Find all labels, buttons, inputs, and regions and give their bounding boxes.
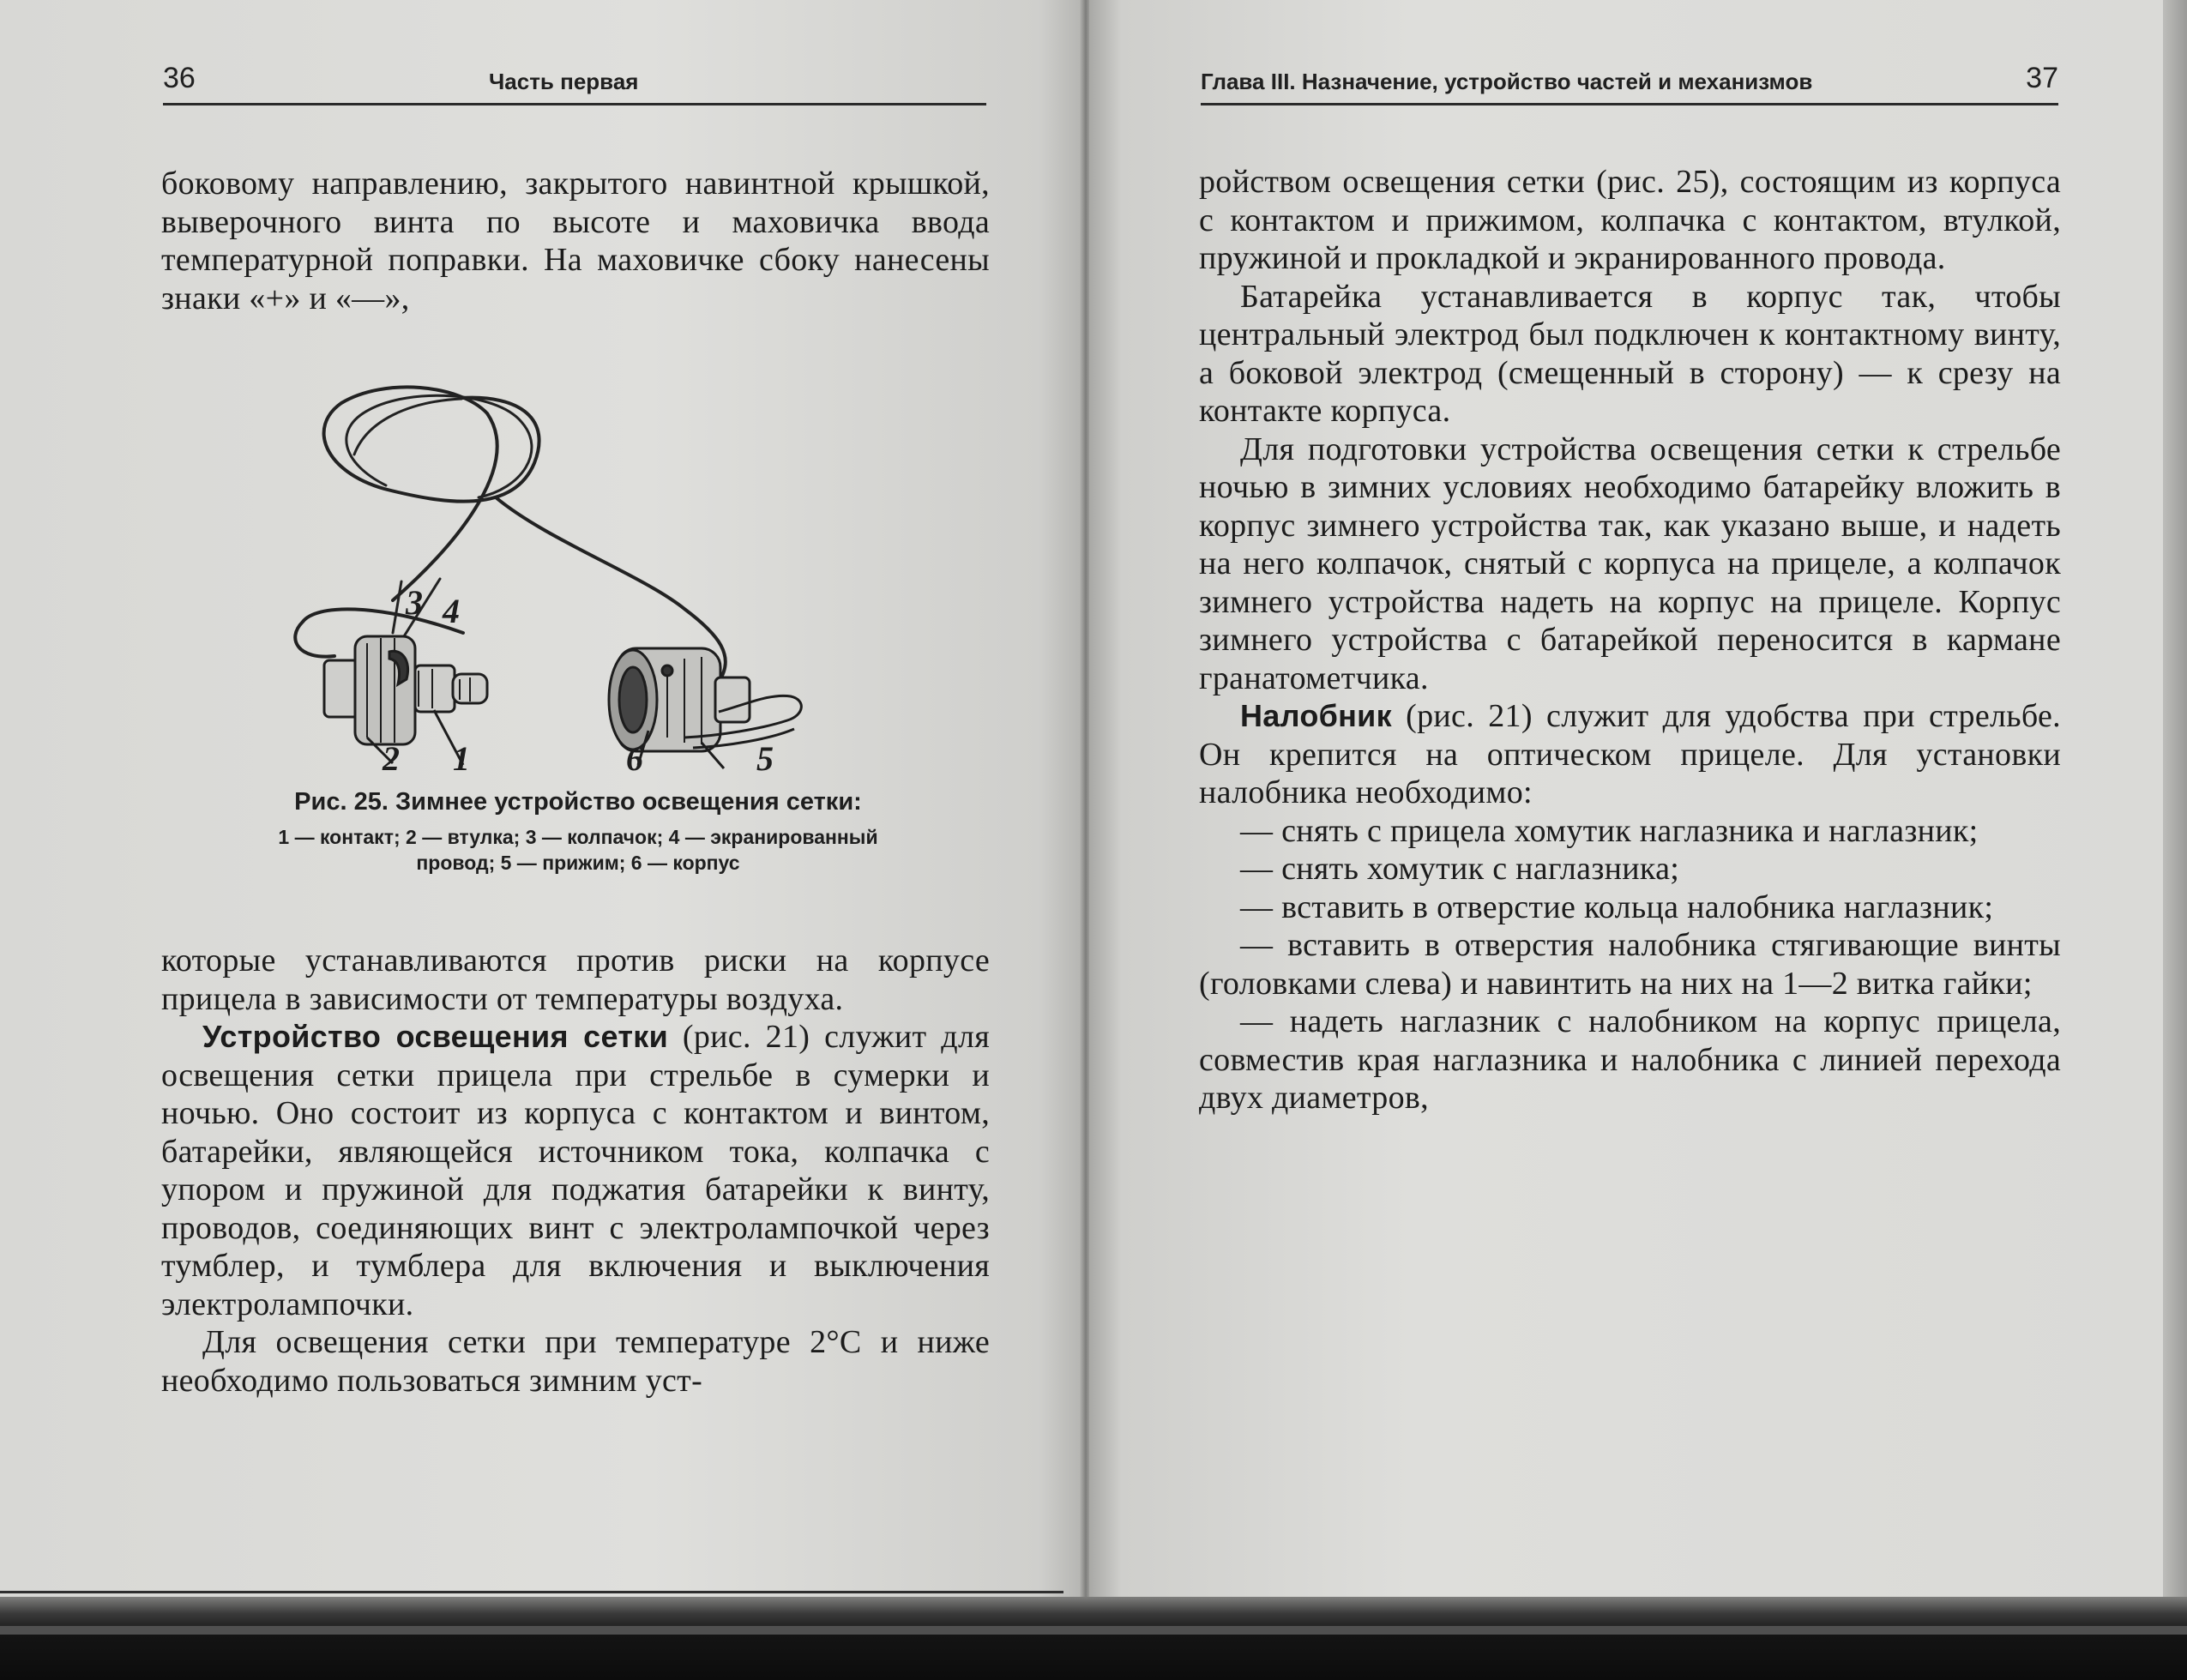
body-assembly — [609, 648, 801, 751]
figure-25-drawing — [238, 360, 916, 772]
fig-label-3: 3 — [406, 583, 423, 622]
fig-label-4: 4 — [443, 592, 460, 630]
bold-term: Налобник — [1240, 698, 1392, 733]
left-head-title: Часть первая — [489, 69, 639, 94]
cable-loop-inner — [346, 395, 532, 497]
page-bottom-rule — [0, 1591, 1063, 1593]
cap-neck — [415, 665, 455, 712]
paragraph: боковому направлению, закрытого навинтной крышкой, выверочного винта по высоте и маховичка ввода температурной поправки. На маховичке сбоку нанесены знаки «+» и «—», — [161, 166, 990, 316]
paragraph: Батарейка устанавливается в корпус так, чтобы центральный электрод был подключен к контактному винту, а боковой электрод (смещенный в сторону) — к срезу на контакте корпуса. — [1199, 278, 2061, 429]
figure-caption — [257, 787, 899, 876]
list-item: — надеть наглазник с налобником на корпус прицела, совместив края наглазника и налобника с линией перехода двух диаметров, — [1199, 1003, 2061, 1116]
book-bottom-edge — [0, 1597, 2187, 1680]
cap-body — [355, 636, 415, 744]
list-item: — снять с прицела хомутик наглазника и наглазник; — [1240, 812, 1979, 849]
right-text — [1199, 163, 2061, 1117]
fig-label-6: 6 — [626, 739, 643, 772]
right-head-rule — [1201, 103, 2058, 105]
list-item: — вставить в отверстия налобника стягивающие винты (головками слева) и навинтить на них на 1—2 витка гайки; — [1199, 927, 2061, 1002]
cable-strand — [354, 399, 461, 455]
caption-title: Рис. 25. Зимнее устройство освещения сетки: — [294, 788, 862, 816]
left-text-top — [161, 165, 990, 317]
left-page — [0, 0, 1082, 1612]
fig-label-2: 2 — [383, 739, 400, 772]
housing-neck — [715, 677, 750, 722]
list-item: — снять хомутик с наглазника; — [1240, 851, 1680, 887]
paragraph: Для освещения сетки при температуре 2°С и ниже необходимо пользоваться зимним уст- — [161, 1324, 990, 1399]
paragraph: ройством освещения сетки (рис. 25), состоящим из корпуса с контактом и прижимом, колпачка с контактом, втулкой, пружиной и прокладкой и экранированного провода. — [1199, 164, 2061, 276]
page-edge — [2163, 0, 2187, 1612]
paragraph-nalobnik — [1199, 697, 2061, 812]
paragraph-text: (рис. 21) служит для удобства при стрельбе. Он крепится на оптическом прицеле. Для установки налобника необходимо: — [1199, 698, 2061, 810]
fig-label-1: 1 — [453, 739, 470, 772]
paragraph-text: (рис. 21) служит для освещения сетки прицела при стрельбе в сумерки и ночью. Оно состоит из корпуса с контактом и винтом, батарейки, являющейся источником тока, колпачка с упором и пружиной для поджатия батарейки к винту, проводов, соединяющих винт с электролампочкой через тумблер, и тумблера для включения и выключения электролампочки. — [161, 1019, 990, 1322]
left-running-head — [163, 62, 986, 105]
paragraph: Для подготовки устройства освещения сетки к стрельбе ночью в зимних условиях необходимо батарейку вложить в корпус зимнего устройства так, как указано выше, и надеть на него колпачок, снятый с корпуса на прицеле, а колпачок зимнего устройства надеть на корпус на прицеле. Корпус зимнего устройства с батарейкой переносится в кармане гранатометчика. — [1199, 431, 2061, 696]
right-running-head — [1201, 62, 2058, 105]
left-head-rule — [163, 103, 986, 105]
bushing-nut — [324, 660, 358, 717]
list-item: — вставить в отверстие кольца налобника наглазник; — [1240, 888, 1994, 925]
right-page — [1089, 0, 2166, 1612]
figure-25 — [238, 360, 916, 772]
paragraph-device — [161, 1018, 990, 1323]
fig-label-5: 5 — [756, 739, 774, 772]
left-text-bottom — [161, 942, 990, 1400]
right-head-title: Глава III. Назначение, устройство частей и механизмов — [1201, 69, 1813, 94]
paragraph: которые устанавливаются против риски на корпусе прицела в зависимости от температуры воздуха. — [161, 942, 990, 1017]
leader-3 — [393, 581, 401, 633]
bold-term: Устройство освещения сетки — [202, 1019, 669, 1054]
cap-assembly — [324, 636, 487, 744]
caption-legend: 1 — контакт; 2 — втулка; 3 — колпачок; 4 — экранированный провод; 5 — прижим; 6 — корпус — [278, 826, 878, 874]
left-page-number: 36 — [163, 62, 196, 94]
right-page-number: 37 — [2026, 62, 2058, 94]
